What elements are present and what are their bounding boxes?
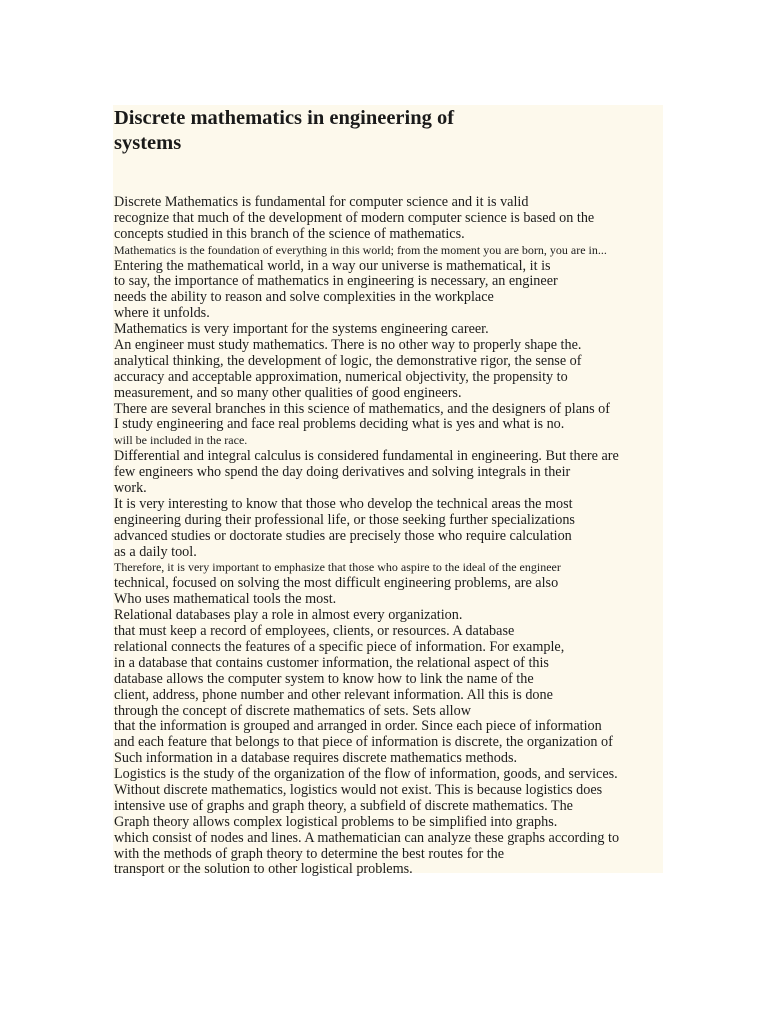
text-line: intensive use of graphs and graph theory, a subfield of discrete mathematics. The	[114, 797, 573, 814]
text-line: needs the ability to reason and solve complexities in the workplace	[114, 289, 494, 306]
text-line: relational connects the features of a specific piece of information. For example,	[114, 638, 565, 655]
text-line: Mathematics is very important for the systems engineering career.	[114, 321, 489, 338]
text-line: few engineers who spend the day doing derivatives and solving integrals in their	[114, 464, 571, 481]
text-line: advanced studies or doctorate studies are precisely those who require calculation	[114, 527, 572, 544]
text-line: to say, the importance of mathematics in engineering is necessary, an engineer	[114, 273, 558, 290]
text-line: Therefore, it is very important to emphasize that those who aspire to the ideal of the engineer	[114, 560, 561, 575]
text-line: and each feature that belongs to that piece of information is discrete, the organization of	[114, 734, 613, 751]
text-line: that must keep a record of employees, clients, or resources. A database	[114, 623, 515, 640]
text-line: measurement, and so many other qualities of good engineers.	[114, 384, 462, 401]
text-line: accuracy and acceptable approximation, numerical objectivity, the propensity to	[114, 368, 568, 385]
text-line: Logistics is the study of the organization of the flow of information, goods, and services.	[114, 766, 618, 783]
text-line: There are several branches in this science of mathematics, and the designers of plans of	[114, 400, 610, 417]
text-line: through the concept of discrete mathematics of sets. Sets allow	[114, 702, 471, 719]
text-line: work.	[114, 480, 147, 497]
text-line: Who uses mathematical tools the most.	[114, 591, 337, 608]
text-line: An engineer must study mathematics. There is no other way to properly shape the.	[114, 337, 582, 354]
text-line: Graph theory allows complex logistical problems to be simplified into graphs.	[114, 813, 558, 830]
text-line: technical, focused on solving the most difficult engineering problems, are also	[114, 575, 559, 592]
document-page	[114, 105, 694, 878]
text-line: Relational databases play a role in almost every organization.	[114, 607, 463, 624]
text-line: in a database that contains customer information, the relational aspect of this	[114, 654, 549, 671]
text-line: Entering the mathematical world, in a way our universe is mathematical, it is	[114, 257, 551, 274]
text-line: I study engineering and face real problems deciding what is yes and what is no.	[114, 416, 565, 433]
text-line: Such information in a database requires discrete mathematics methods.	[114, 750, 518, 767]
title-line: systems	[114, 132, 182, 154]
text-line: Without discrete mathematics, logistics would not exist. This is because logistics does	[114, 781, 603, 798]
text-line: database allows the computer system to know how to link the name of the	[114, 670, 534, 687]
text-line: where it unfolds.	[114, 305, 210, 322]
text-line: engineering during their professional life, or those seeking further specializations	[114, 511, 575, 528]
document-body	[114, 195, 694, 878]
text-line: with the methods of graph theory to determine the best routes for the	[114, 845, 505, 862]
text-line: analytical thinking, the development of logic, the demonstrative rigor, the sense of	[114, 352, 582, 369]
text-line: Mathematics is the foundation of everything in this world; from the moment you are born, you are in...	[114, 242, 607, 257]
text-line: as a daily tool.	[114, 543, 197, 560]
text-line: concepts studied in this branch of the science of mathematics.	[114, 225, 465, 242]
text-line: transport or the solution to other logistical problems.	[114, 861, 413, 878]
text-line: client, address, phone number and other relevant information. All this is done	[114, 686, 553, 703]
text-line: will be included in the race.	[114, 433, 248, 448]
text-line: Differential and integral calculus is considered fundamental in engineering. But there are	[114, 448, 619, 465]
text-line: which consist of nodes and lines. A mathematician can analyze these graphs according to	[114, 829, 620, 846]
text-line: It is very interesting to know that those who develop the technical areas the most	[114, 495, 573, 512]
text-line: that the information is grouped and arranged in order. Since each piece of information	[114, 718, 602, 735]
text-line: recognize that much of the development of modern computer science is based on the	[114, 209, 595, 226]
document-title	[114, 106, 694, 156]
text-line: Discrete Mathematics is fundamental for computer science and it is valid	[114, 194, 529, 210]
title-line: Discrete mathematics in engineering of	[114, 107, 455, 129]
